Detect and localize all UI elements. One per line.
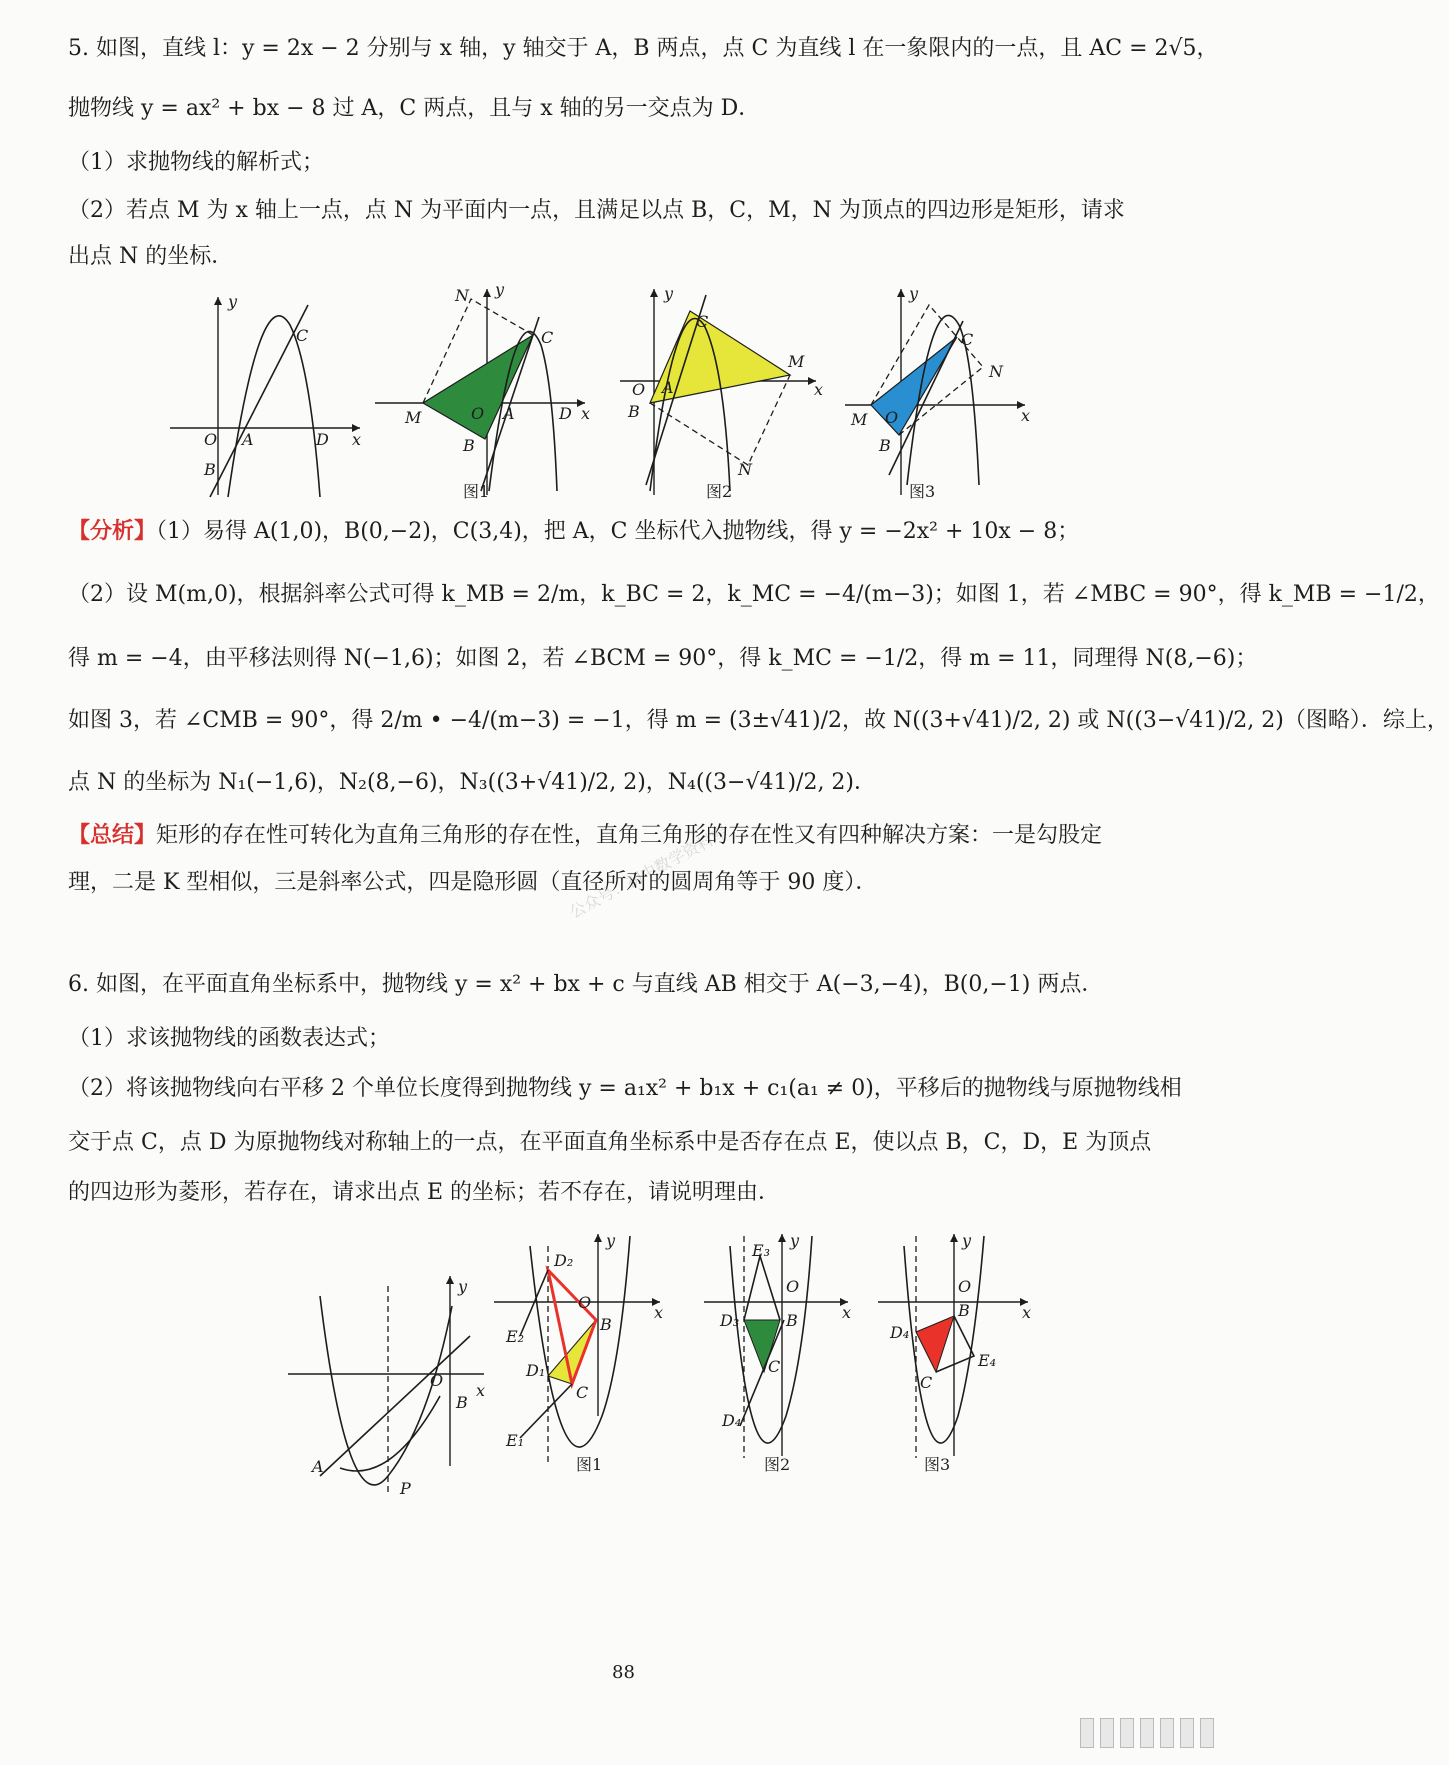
label-C: C [768, 1357, 781, 1376]
label-C: C [296, 326, 309, 345]
label-B: B [463, 436, 475, 455]
label-D1: D₁ [526, 1361, 546, 1380]
label-x: x [581, 404, 591, 423]
summary5-line2: 理，二是 K 型相似，三是斜率公式，四是隐形圆（直径所对的圆周角等于 90 度）． [68, 870, 878, 895]
q5-part1: （1）求抛物线的解析式； [68, 150, 324, 175]
q5-base-figure [170, 292, 361, 497]
q6-base-figure [288, 1276, 485, 1498]
label-A: A [242, 430, 254, 449]
q5-stem-line2: 抛物线 y = ax² + bx − 8 过 A，C 两点，且与 x 轴的另一交点为 D． [68, 96, 761, 121]
label-B: B [600, 1315, 612, 1334]
q5-fig3 [845, 284, 1030, 501]
label-N: N [989, 362, 1003, 381]
label-N: N [455, 286, 469, 305]
thumbnail[interactable] [1200, 1718, 1214, 1748]
label-D: D [316, 430, 329, 449]
label-D3: D₃ [720, 1311, 740, 1330]
q5-fig1 [375, 280, 590, 501]
watermark: 公众号：初中数学资料库 [566, 822, 731, 923]
label-M: M [788, 352, 805, 371]
q6-part2-line3: 的四边形为菱形，若存在，请求出点 E 的坐标；若不存在，请说明理由． [68, 1180, 781, 1205]
label-B: B [204, 460, 216, 479]
label-O: O [786, 1277, 800, 1296]
label-E4: E₄ [978, 1351, 997, 1370]
thumbnail-strip[interactable] [1080, 1718, 1260, 1752]
label-E2: E₂ [506, 1327, 525, 1346]
thumbnail[interactable] [1100, 1718, 1114, 1748]
analysis5-line1 [68, 516, 1198, 547]
page-number: 88 [612, 1662, 635, 1683]
label-B: B [456, 1393, 468, 1412]
label-O: O [632, 380, 646, 399]
label-C: C [576, 1383, 589, 1402]
label-y: y [909, 284, 919, 303]
thumbnail[interactable] [1120, 1718, 1134, 1748]
label-y: y [962, 1231, 972, 1250]
label-x: x [1022, 1303, 1032, 1322]
label-O: O [430, 1371, 444, 1390]
summary5-text1: 矩形的存在性可转化为直角三角形的存在性，直角三角形的存在性又有四种解决方案：一是勾股定 [156, 823, 1103, 848]
label-y: y [664, 284, 674, 303]
analysis5-line2: （2）设 M(m,0)，根据斜率公式可得 k_MB = 2/m，k_BC = 2，k_MC = −4/(m−3)；如图 1，若 ∠MBC = 90°，得 k_MB = −1/2， [68, 582, 1440, 607]
label-x: x [352, 430, 362, 449]
label-N: N [738, 460, 752, 479]
analysis5-line5: 点 N 的坐标为 N₁(−1,6)，N₂(8,−6)，N₃((3+√41)/2, 2)，N₄((3−√41)/2, 2)． [68, 770, 877, 795]
fig1-caption: 图1 [463, 482, 490, 501]
label-O: O [578, 1293, 592, 1312]
label-C: C [696, 312, 709, 331]
q5-part2-line1: （2）若点 M 为 x 轴上一点，点 N 为平面内一点，且满足以点 B，C，M，N 为顶点的四边形是矩形，请求 [68, 198, 1125, 223]
fig2-caption: 图2 [764, 1455, 791, 1474]
fig3-caption: 图3 [909, 482, 936, 501]
label-E1: E₁ [506, 1431, 525, 1450]
fig3-caption: 图3 [924, 1455, 951, 1474]
label-x: x [814, 380, 824, 399]
label-y: y [458, 1277, 468, 1296]
label-x: x [654, 1303, 664, 1322]
label-x: x [1021, 406, 1031, 425]
q6-stem-line1: 6. 如图，在平面直角坐标系中，抛物线 y = x² + bx + c 与直线 AB 相交于 A(−3,−4)，B(0,−1) 两点． [68, 972, 1104, 997]
q5-figures [190, 280, 1190, 515]
label-A: A [503, 404, 515, 423]
thumbnail[interactable] [1140, 1718, 1154, 1748]
analysis5-text1: （1）易得 A(1,0)，B(0,−2)，C(3,4)，把 A，C 坐标代入抛物线，得 y = −2x² + 10x − 8； [156, 519, 1080, 544]
label-D4: D₄ [722, 1411, 742, 1430]
fig2-caption: 图2 [706, 482, 733, 501]
q5-fig2 [620, 284, 823, 501]
label-A: A [662, 378, 674, 397]
summary5-line1 [68, 820, 1198, 851]
label-x: x [476, 1381, 486, 1400]
label-P: P [400, 1479, 411, 1498]
q5-part2-line2: 出点 N 的坐标． [68, 244, 234, 269]
label-O: O [204, 430, 218, 449]
analysis-tag: 【分析】 [68, 518, 157, 544]
summary-tag: 【总结】 [68, 822, 157, 848]
thumbnail[interactable] [1180, 1718, 1194, 1748]
label-M: M [851, 410, 868, 429]
label-B: B [786, 1311, 798, 1330]
label-B: B [628, 402, 640, 421]
label-D: D [559, 404, 572, 423]
label-D4: D₄ [890, 1323, 910, 1342]
q6-fig3 [878, 1231, 1031, 1474]
fig1-caption: 图1 [576, 1455, 603, 1474]
label-E3: E₃ [752, 1241, 771, 1260]
q6-part1: （1）求该抛物线的函数表达式； [68, 1026, 390, 1051]
q5-stem-line1: 5. 如图，直线 l：y = 2x − 2 分别与 x 轴，y 轴交于 A，B 两点，点 C 为直线 l 在一象限内的一点，且 AC = 2√5， [68, 36, 1219, 61]
label-x: x [842, 1303, 852, 1322]
q6-figures [280, 1226, 1180, 1666]
analysis5-line3: 得 m = −4，由平移法则得 N(−1,6)；如图 2，若 ∠BCM = 90°，得 k_MC = −1/2，得 m = 11，同理得 N(8,−6)； [68, 646, 1258, 671]
q6-fig1 [494, 1231, 663, 1474]
label-C: C [961, 330, 974, 349]
label-y: y [228, 292, 238, 311]
thumbnail[interactable] [1160, 1718, 1174, 1748]
label-A: A [312, 1457, 324, 1476]
thumbnail[interactable] [1080, 1718, 1094, 1748]
label-B: B [879, 436, 891, 455]
label-O: O [958, 1277, 972, 1296]
label-y: y [790, 1231, 800, 1250]
label-y: y [606, 1231, 616, 1250]
label-O: O [885, 408, 899, 427]
label-B: B [958, 1301, 970, 1320]
label-C: C [541, 328, 554, 347]
label-D2: D₂ [554, 1251, 574, 1270]
label-O: O [471, 404, 485, 423]
q6-fig2 [704, 1231, 851, 1474]
analysis5-line4: 如图 3，若 ∠CMB = 90°，得 2/m • −4/(m−3) = −1，得 m = (3±√41)/2，故 N((3+√41)/2, 2) 或 N((3−√41)/2, 2)（图略）．综上， [68, 708, 1449, 733]
label-y: y [495, 280, 505, 299]
q6-part2-line1: （2）将该抛物线向右平移 2 个单位长度得到抛物线 y = a₁x² + b₁x + c₁(a₁ ≠ 0)，平移后的抛物线与原抛物线相 [68, 1076, 1182, 1101]
label-M: M [405, 408, 422, 427]
label-C: C [920, 1373, 933, 1392]
q6-part2-line2: 交于点 C，点 D 为原抛物线对称轴上的一点，在平面直角坐标系中是否存在点 E，使以点 B，C，D，E 为顶点 [68, 1130, 1152, 1155]
